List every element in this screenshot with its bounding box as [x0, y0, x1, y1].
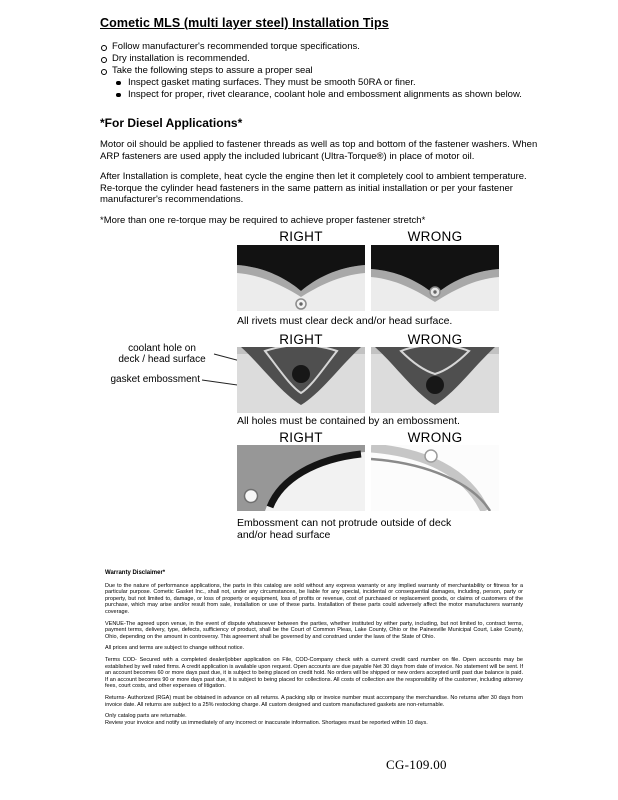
gasket-embossment-label: gasket embossment [110, 374, 200, 385]
embossment-wrong-diagram [371, 445, 499, 511]
warranty-paragraph-6b: Review your invoice and notify us immediately of any incorrect or inaccurate information. Shortages must be reported within 10 days. [105, 719, 428, 726]
tip-item: Take the following steps to assure a proper seal [100, 65, 540, 77]
warranty-paragraph-2: VENUE-The agreed upon venue, in the event of dispute whatsoever between the parties, whether instituted by either party, including, but not limited to, contract terms, payment terms, delivery, type, defects, sufficiency of product, shall be the Court of Common Pleas, Lake County, Ohio or the Painesville Municipal Court, Lake County, Ohio, depending on the amount in controversy. This agreement shall be governed by and construed under the laws of the State of Ohio. [105, 620, 523, 640]
right-label-row1: RIGHT [279, 229, 323, 244]
warranty-paragraph-1: Due to the nature of performance applications, the parts in this catalog are sold without any express warranty or any implied warranty of merchantability or fitness for a particular purpose. Cometic Gasket Inc., shall not, under any circumstances, be liable for any special, incidental or consequential damages, including, person, party or property, but not limited to, damage, or loss of property or equipment, loss of profits or revenue, cost of purchased or replacement goods, or claims of customers of the purchase, which may arise and/or result from sale, installation or use of these parts. Installation of these parts could adversely affect the motor manufacturers warranty coverage. [105, 582, 523, 615]
retorque-note: *More than one re-torque may be required to achieve proper fastener stretch* [100, 214, 426, 226]
wrong-label-row2: WRONG [407, 332, 463, 347]
tip-sub-item: Inspect gasket mating surfaces. They must be smooth 50RA or finer. [100, 77, 540, 89]
coolant-hole-label [110, 343, 214, 365]
rivet-caption: All rivets must clear deck and/or head surface. [237, 315, 453, 327]
embossment-containment-caption: All holes must be contained by an embossment. [237, 415, 460, 427]
wrong-label-row3: WRONG [407, 430, 463, 445]
right-label-row3: RIGHT [279, 430, 323, 445]
tip-item: Follow manufacturer's recommended torque specifications. [100, 41, 540, 53]
warranty-heading: Warranty Disclaimer* [105, 570, 166, 576]
warranty-paragraph-6a: Only catalog parts are returnable. [105, 713, 187, 720]
diesel-paragraph-2: After Installation is complete, heat cycle the engine then let it completely cool to ambient temperature. Re-torque the cylinder head fasteners in the same pattern as initial installation or per your fastener manufacturer's recommendations. [100, 171, 527, 205]
rivet-clearance-right-diagram [237, 245, 365, 311]
coolant-hole-wrong-diagram [371, 347, 499, 413]
warranty-paragraph-4: Terms COD- Secured with a completed dealer/jobber application on File, COD-Company check with a current credit card number on file. Open accounts may be established by well rated firms. A credit application is available upon request. Open accounts are due payable Net 30 days from date of invoice. No statement will be sent. If an account becomes 60 or more days past due, it is subject to being placed on credit hold. No orders will be shipped or new orders accepted until past due balance is paid. If an account becomes 90 or more days past due, it is subject to being placed for collections. All costs of collection are the responsibility of the customer, including attorney fees, court costs, and other expenses of litigation. [105, 656, 523, 690]
warranty-paragraph-3: All prices and terms are subject to change without notice. [105, 645, 245, 652]
page-number: CG-109.00 [386, 757, 447, 772]
page-title: Cometic MLS (multi layer steel) Installation Tips [100, 16, 389, 30]
tip-sub-item: Inspect for proper, rivet clearance, coolant hole and embossment alignments as shown below. [100, 89, 540, 101]
coolant-hole-label-line2: deck / head surface [118, 354, 206, 365]
tip-item: Dry installation is recommended. [100, 53, 540, 65]
diesel-paragraph-1: Motor oil should be applied to fastener threads as well as top and bottom of the fastener washers. When ARP fasteners are used apply the included lubricant (Ultra-Torque®) in place of motor oil. [100, 139, 538, 162]
coolant-hole-right-diagram [237, 347, 365, 413]
wrong-label-row1: WRONG [407, 229, 463, 244]
embossment-right-diagram [237, 445, 365, 511]
tips-list [100, 41, 540, 101]
embossment-protrude-caption: Embossment can not protrude outside of deck and/or head surface [237, 517, 452, 541]
warranty-paragraph-5: Returns- Authorized (RGA) must be obtained in advance on all returns. A packing slip or invoice number must accompany the merchandise. No returns after 30 days from invoice date. All returns are subject to a 25% restocking charge. All custom designed and custom manufactured gaskets are non-returnable. [105, 694, 523, 708]
diesel-applications-heading: *For Diesel Applications* [100, 116, 243, 130]
right-label-row2: RIGHT [279, 332, 323, 347]
warranty-disclaimer [105, 570, 523, 731]
coolant-hole-label-line1: coolant hole on [128, 343, 196, 354]
intro-section [100, 16, 540, 226]
rivet-clearance-wrong-diagram [371, 245, 499, 311]
